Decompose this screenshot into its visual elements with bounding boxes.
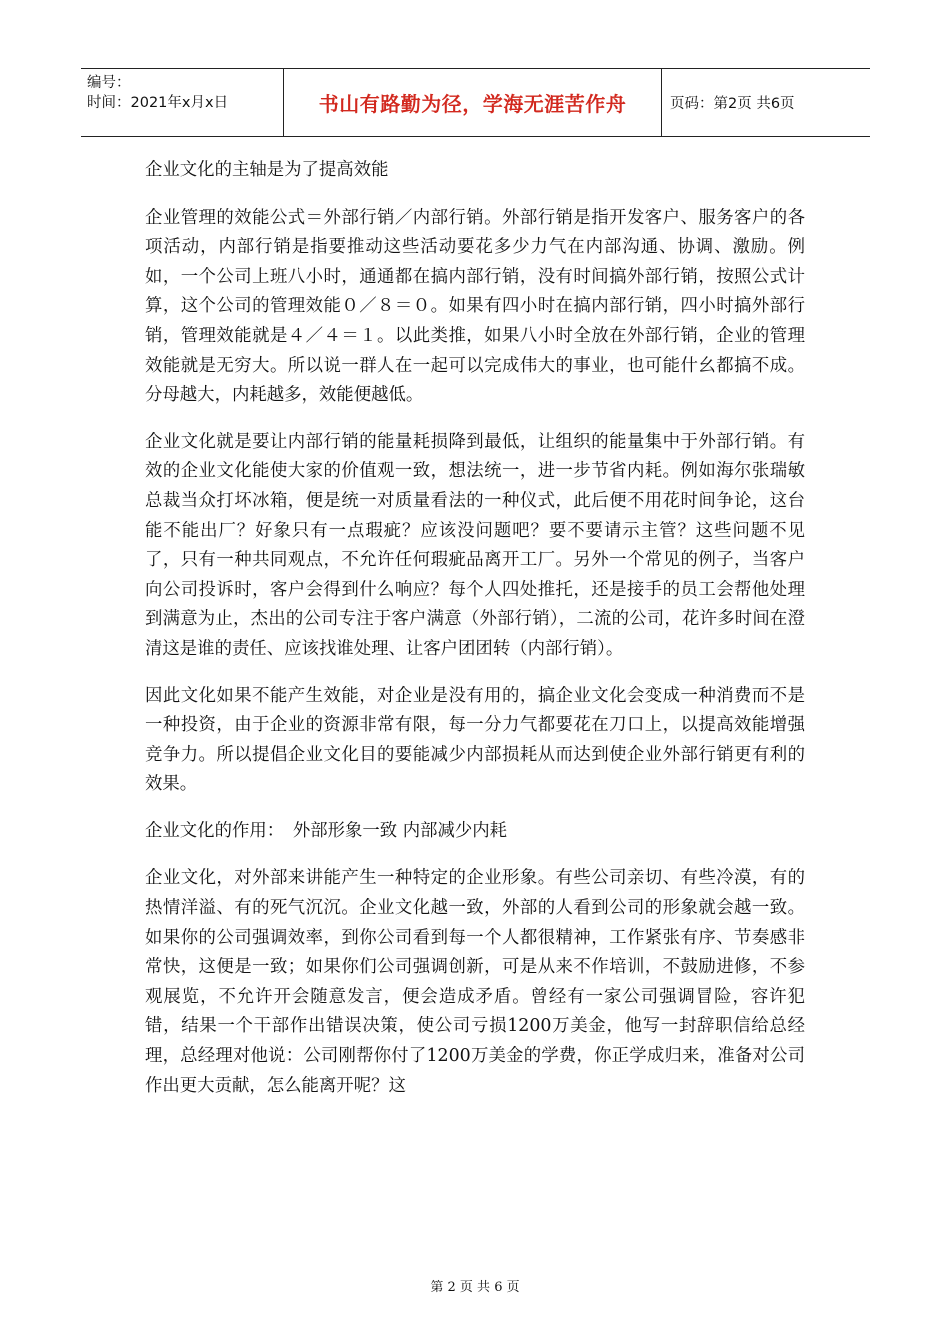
header-page-cell: [662, 69, 870, 136]
body-paragraph: 企业管理的效能公式＝外部行销／内部行销。外部行销是指开发客户、服务客户的各项活动，内部行销是指要推动这些活动要花多少力气在内部沟通、协调、激励。例如，一个公司上班八小时，通通都在搞内部行销，没有时间搞外部行销，按照公式计算，这个公司的管理效能０／８＝０。如果有四小时在搞内部行销，四小时搞外部行销，管理效能就是４／４＝１。以此类推，如果八小时全放在外部行销，企业的管理效能就是无穷大。所以说一群人在一起可以完成伟大的事业，也可能什幺都搞不成。分母越大，内耗越多，效能便越低。: [145, 207, 805, 406]
page-header: [81, 68, 870, 137]
header-meta: [81, 69, 284, 136]
body-paragraph: 企业文化就是要让内部行销的能量耗损降到最低，让组织的能量集中于外部行销。有效的企业文化能使大家的价值观一致，想法统一，进一步节省内耗。例如海尔张瑞敏总裁当众打坏冰箱，便是统一对质量看法的一种仪式，此后便不用花时间争论，这台能不能出厂？好象只有一点瑕疵？应该没问题吧？要不要请示主管？这些问题不见了，只有一种共同观点，不允许任何瑕疵品离开工厂。另外一个常见的例子，当客户向公司投诉时，客户会得到什么响应？每个人四处推托，还是接手的员工会帮他处理到满意为止，杰出的公司专注于客户满意（外部行销），二流的公司，花许多时间在澄清这是谁的责任、应该找谁处理、让客户团团转（内部行销）。: [145, 431, 805, 659]
body-paragraph: 企业文化，对外部来讲能产生一种特定的企业形象。有些公司亲切、有些冷漠，有的热情洋溢、有的死气沉沉。企业文化越一致，外部的人看到公司的形象就会越一致。如果你的公司强调效率，到你公司看到每一个人都很精神，工作紧张有序、节奏感非常快，这便是一致；如果你们公司强调创新，可是从来不作培训，不鼓励进修，不参观展览，不允许开会随意发言，便会造成矛盾。曾经有一家公司强调冒险，容许犯错，结果一个干部作出错误决策，使公司亏损1200万美金，他写一封辞职信给总经理，总经理对他说：公司刚帮你付了1200万美金的学费，你正学成归来，准备对公司作出更大贡献，怎么能离开呢？这: [145, 868, 805, 1096]
page-footer: 第 2 页 共 6 页: [430, 1280, 520, 1295]
header-page-info: 页码：第2页 共6页: [670, 96, 795, 112]
section-heading: 企业文化的作用： 外部形象一致 内部减少内耗: [145, 820, 508, 841]
document-date: 时间：2021年x月x日: [87, 95, 229, 111]
header-motto-cell: [284, 69, 662, 136]
document-number: 编号：: [87, 75, 131, 91]
header-motto: 书山有路勤为径，学海无涯苦作舟: [318, 92, 627, 116]
section-heading: 企业文化的主轴是为了提高效能: [145, 160, 389, 180]
document-body: [145, 156, 805, 1118]
body-paragraph: 因此文化如果不能产生效能，对企业是没有用的，搞企业文化会变成一种消费而不是一种投资，由于企业的资源非常有限，每一分力气都要花在刀口上，以提高效能增强竞争力。所以提倡企业文化目的要能减少内部损耗从而达到使企业外部行销更有利的效果。: [145, 685, 805, 795]
